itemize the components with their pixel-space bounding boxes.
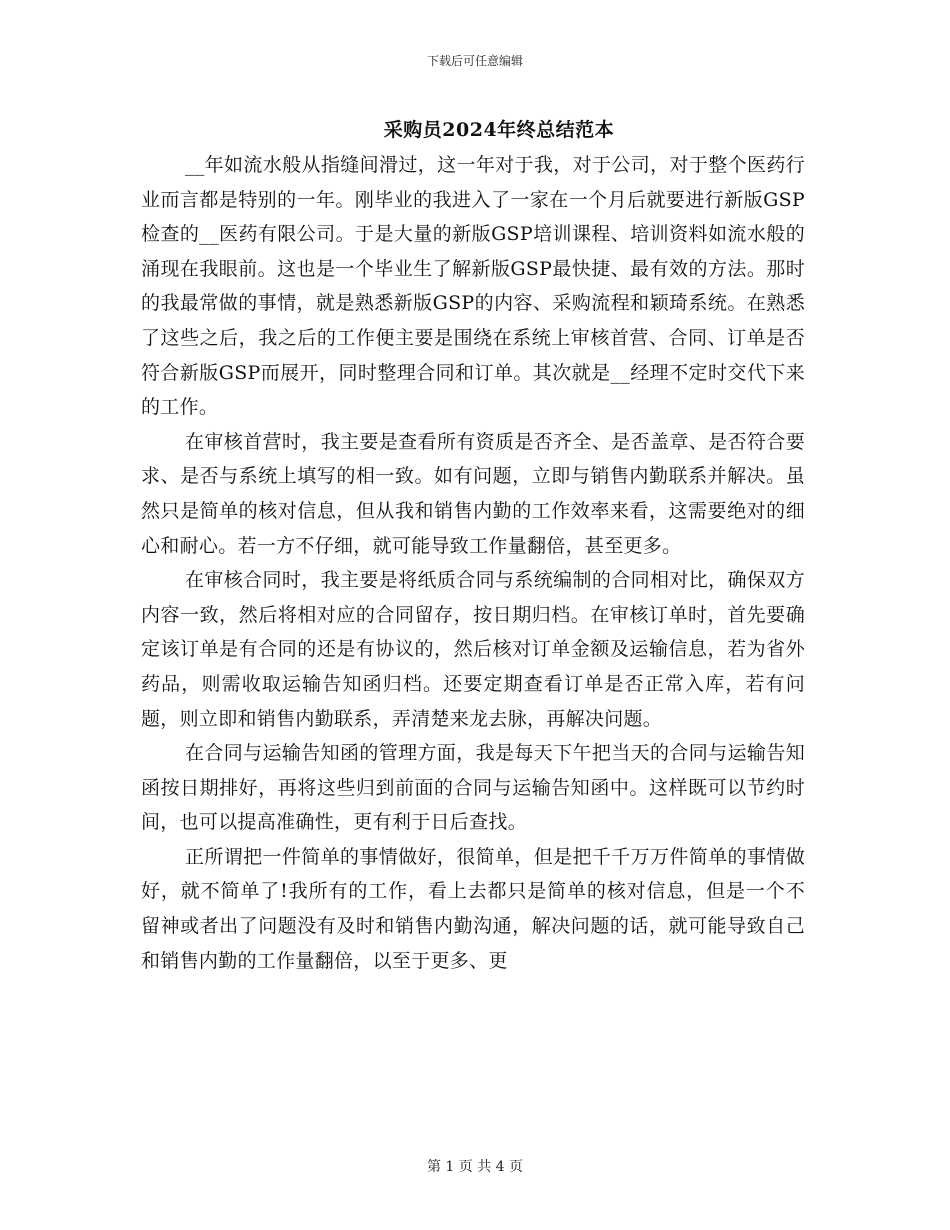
paragraph: 在审核首营时，我主要是查看所有资质是否齐全、是否盖章、是否符合要求、是否与系统上填写的相一致。如有问题，立即与销售内勤联系并解决。虽然只是简单的核对信息，但从我和销售内勤的工作效率来看，这需要绝对的细心和耐心。若一方不仔细，就可能导致工作量翻倍，甚至更多。: [141, 430, 805, 557]
header-note: 下载后可任意编辑: [426, 54, 523, 68]
paragraph: 在审核合同时，我主要是将纸质合同与系统编制的合同相对比，确保双方内容一致，然后将相对应的合同留存，按日期归档。在审核订单时，首先要确定该订单是有合同的还是有协议的，然后核对订单金额及运输信息，若为省外药品，则需收取运输告知函归档。还要定期查看订单是否正常入库，若有问题，则立即和销售内勤联系，弄清楚来龙去脉，再解决问题。: [141, 569, 805, 730]
paragraph: __年如流水般从指缝间滑过，这一年对于我，对于公司，对于整个医药行业而言都是特别的一年。刚毕业的我进入了一家在一个月后就要进行新版GSP检查的__医药有限公司。于是大量的新版GSP培训课程、培训资料如流水般的涌现在我眼前。这也是一个毕业生了解新版GSP最快捷、最有效的方法。那时的我最常做的事情，就是熟悉新版GSP的内容、采购流程和颖琦系统。在熟悉了这些之后，我之后的工作便主要是围绕在系统上审核首营、合同、订单是否符合新版GSP而展开，同时整理合同和订单。其次就是__经理不定时交代下来的工作。: [141, 154, 805, 419]
paragraph: 在合同与运输告知函的管理方面，我是每天下午把当天的合同与运输告知函按日期排好，再将这些归到前面的合同与运输告知函中。这样既可以节约时间，也可以提高准确性，更有利于日后查找。: [141, 742, 805, 834]
page-indicator: 第 1 页 共 4 页: [426, 1159, 524, 1175]
document-title: 采购员2024年终总结范本: [383, 119, 615, 141]
paragraph: 正所谓把一件简单的事情做好，很简单，但是把千千万万件简单的事情做好，就不简单了!我所有的工作，看上去都只是简单的核对信息，但是一个不留神或者出了问题没有及时和销售内勤沟通，解决问题的话，就可能导致自己和销售内勤的工作量翻倍，以至于更多、更: [141, 845, 805, 972]
document-body: [141, 148, 805, 978]
